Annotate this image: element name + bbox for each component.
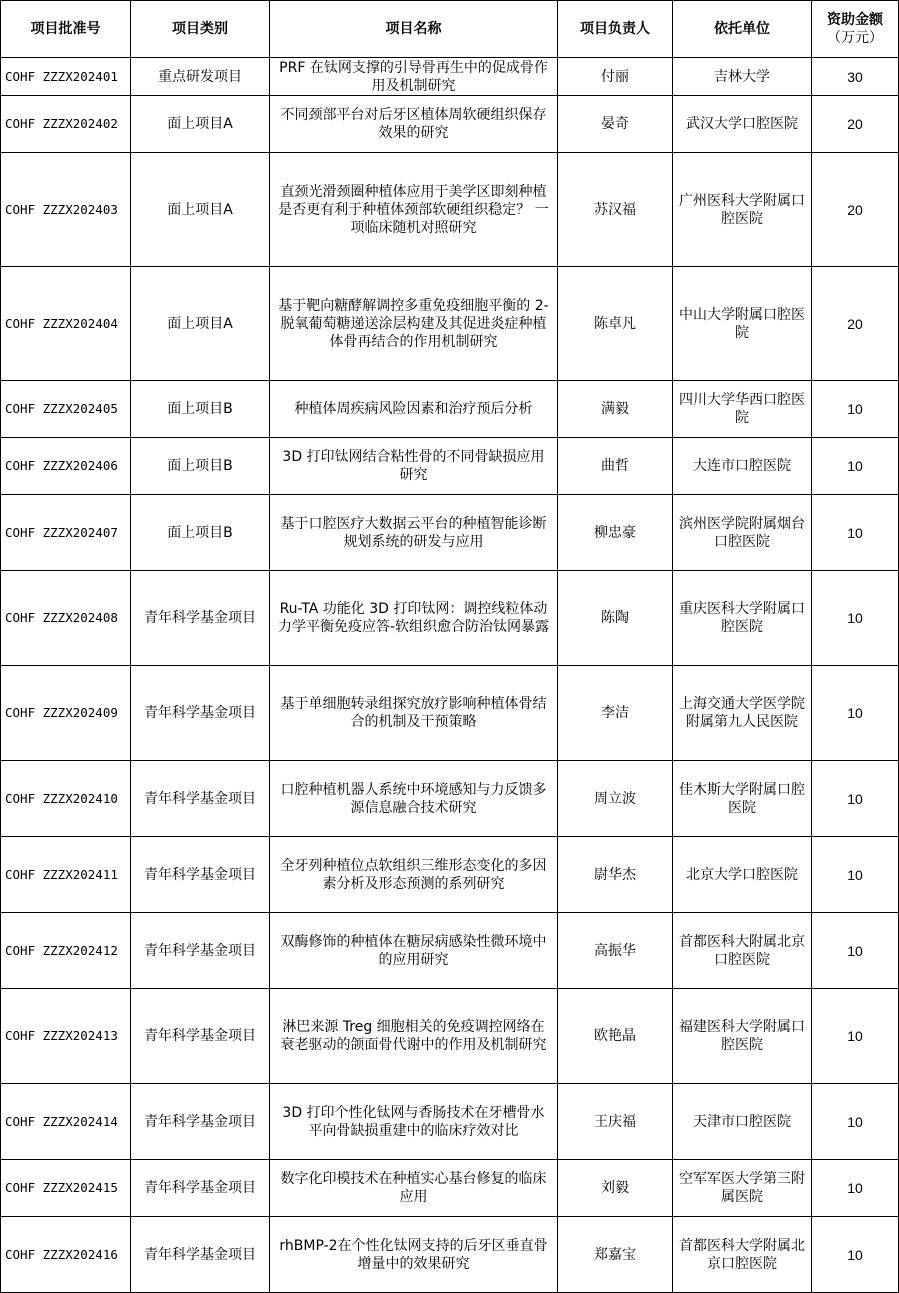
project-name-cell: 3D 打印个性化钛网与香肠技术在牙槽骨水平向骨缺损重建中的临床疗效对比 bbox=[270, 1084, 558, 1160]
category-cell: 面上项目B bbox=[131, 438, 270, 495]
amount-cell: 30 bbox=[812, 58, 899, 96]
unit-cell: 四川大学华西口腔医院 bbox=[673, 381, 812, 438]
table-row bbox=[1, 1217, 899, 1293]
amount-cell: 10 bbox=[812, 837, 899, 913]
unit-cell: 北京大学口腔医院 bbox=[673, 837, 812, 913]
table-row bbox=[1, 989, 899, 1084]
approval-no-cell: COHF ZZZX202413 bbox=[1, 989, 131, 1084]
leader-cell: 李洁 bbox=[558, 666, 673, 761]
category-cell: 面上项目A bbox=[131, 153, 270, 267]
leader-cell: 晏奇 bbox=[558, 96, 673, 153]
amount-cell: 10 bbox=[812, 381, 899, 438]
leader-cell: 苏汉福 bbox=[558, 153, 673, 267]
header-category: 项目类别 bbox=[131, 1, 270, 58]
category-cell: 面上项目B bbox=[131, 381, 270, 438]
table-row bbox=[1, 1160, 899, 1217]
approval-no-cell: COHF ZZZX202401 bbox=[1, 58, 131, 96]
amount-cell: 10 bbox=[812, 1217, 899, 1293]
amount-cell: 10 bbox=[812, 989, 899, 1084]
approval-no-cell: COHF ZZZX202414 bbox=[1, 1084, 131, 1160]
approval-no-cell: COHF ZZZX202409 bbox=[1, 666, 131, 761]
project-name-cell: Ru-TA 功能化 3D 打印钛网：调控线粒体动力学平衡免疫应答-软组织愈合防治钛网暴露 bbox=[270, 571, 558, 666]
amount-cell: 10 bbox=[812, 761, 899, 837]
unit-cell: 广州医科大学附属口腔医院 bbox=[673, 153, 812, 267]
unit-cell: 中山大学附属口腔医院 bbox=[673, 267, 812, 381]
table-row bbox=[1, 438, 899, 495]
table-row bbox=[1, 381, 899, 438]
leader-cell: 欧艳晶 bbox=[558, 989, 673, 1084]
category-cell: 青年科学基金项目 bbox=[131, 666, 270, 761]
project-name-cell: 口腔种植机器人系统中环境感知与力反馈多源信息融合技术研究 bbox=[270, 761, 558, 837]
leader-cell: 高振华 bbox=[558, 913, 673, 989]
table-header-row bbox=[1, 1, 899, 58]
approval-no-cell: COHF ZZZX202406 bbox=[1, 438, 131, 495]
approval-no-cell: COHF ZZZX202405 bbox=[1, 381, 131, 438]
approval-no-cell: COHF ZZZX202415 bbox=[1, 1160, 131, 1217]
approval-no-cell: COHF ZZZX202403 bbox=[1, 153, 131, 267]
header-amount-unit: （万元） bbox=[827, 30, 883, 46]
leader-cell: 柳忠豪 bbox=[558, 495, 673, 571]
amount-cell: 10 bbox=[812, 666, 899, 761]
unit-cell: 重庆医科大学附属口腔医院 bbox=[673, 571, 812, 666]
amount-cell: 10 bbox=[812, 495, 899, 571]
table-row bbox=[1, 837, 899, 913]
leader-cell: 尉华杰 bbox=[558, 837, 673, 913]
category-cell: 面上项目B bbox=[131, 495, 270, 571]
project-name-cell: 不同颈部平台对后牙区植体周软硬组织保存效果的研究 bbox=[270, 96, 558, 153]
leader-cell: 付丽 bbox=[558, 58, 673, 96]
project-name-cell: 3D 打印钛网结合粘性骨的不同骨缺损应用研究 bbox=[270, 438, 558, 495]
leader-cell: 周立波 bbox=[558, 761, 673, 837]
table-row bbox=[1, 571, 899, 666]
project-name-cell: 基于靶向糖酵解调控多重免疫细胞平衡的 2-脱氧葡萄糖递送涂层构建及其促进炎症种植体骨再结合的作用机制研究 bbox=[270, 267, 558, 381]
category-cell: 青年科学基金项目 bbox=[131, 989, 270, 1084]
project-name-cell: 全牙列种植位点软组织三维形态变化的多因素分析及形态预测的系列研究 bbox=[270, 837, 558, 913]
category-cell: 青年科学基金项目 bbox=[131, 913, 270, 989]
approval-no-cell: COHF ZZZX202412 bbox=[1, 913, 131, 989]
category-cell: 面上项目A bbox=[131, 96, 270, 153]
table-row bbox=[1, 153, 899, 267]
unit-cell: 空军军医大学第三附属医院 bbox=[673, 1160, 812, 1217]
project-name-cell: 淋巴来源 Treg 细胞相关的免疫调控网络在衰老驱动的颌面骨代谢中的作用及机制研究 bbox=[270, 989, 558, 1084]
project-name-cell: 基于单细胞转录组探究放疗影响种植体骨结合的机制及干预策略 bbox=[270, 666, 558, 761]
unit-cell: 首都医科大附属北京口腔医院 bbox=[673, 913, 812, 989]
unit-cell: 上海交通大学医学院附属第九人民医院 bbox=[673, 666, 812, 761]
category-cell: 青年科学基金项目 bbox=[131, 1084, 270, 1160]
header-unit: 依托单位 bbox=[673, 1, 812, 58]
category-cell: 青年科学基金项目 bbox=[131, 1160, 270, 1217]
unit-cell: 天津市口腔医院 bbox=[673, 1084, 812, 1160]
approval-no-cell: COHF ZZZX202402 bbox=[1, 96, 131, 153]
approval-no-cell: COHF ZZZX202411 bbox=[1, 837, 131, 913]
approval-no-cell: COHF ZZZX202404 bbox=[1, 267, 131, 381]
category-cell: 青年科学基金项目 bbox=[131, 761, 270, 837]
project-name-cell: 直颈光滑颈圈种植体应用于美学区即刻种植是否更有利于种植体颈部软硬组织稳定？ 一项临床随机对照研究 bbox=[270, 153, 558, 267]
table-row bbox=[1, 1084, 899, 1160]
header-leader: 项目负责人 bbox=[558, 1, 673, 58]
leader-cell: 满毅 bbox=[558, 381, 673, 438]
table-row bbox=[1, 761, 899, 837]
unit-cell: 武汉大学口腔医院 bbox=[673, 96, 812, 153]
unit-cell: 佳木斯大学附属口腔医院 bbox=[673, 761, 812, 837]
table-row bbox=[1, 666, 899, 761]
amount-cell: 20 bbox=[812, 267, 899, 381]
amount-cell: 10 bbox=[812, 913, 899, 989]
approval-no-cell: COHF ZZZX202407 bbox=[1, 495, 131, 571]
approval-no-cell: COHF ZZZX202416 bbox=[1, 1217, 131, 1293]
amount-cell: 10 bbox=[812, 1160, 899, 1217]
category-cell: 青年科学基金项目 bbox=[131, 571, 270, 666]
category-cell: 面上项目A bbox=[131, 267, 270, 381]
unit-cell: 大连市口腔医院 bbox=[673, 438, 812, 495]
category-cell: 青年科学基金项目 bbox=[131, 837, 270, 913]
header-amount bbox=[812, 1, 899, 58]
amount-cell: 20 bbox=[812, 96, 899, 153]
unit-cell: 首都医科大学附属北京口腔医院 bbox=[673, 1217, 812, 1293]
header-project-name: 项目名称 bbox=[270, 1, 558, 58]
project-name-cell: rhBMP-2在个性化钛网支持的后牙区垂直骨增量中的效果研究 bbox=[270, 1217, 558, 1293]
leader-cell: 刘毅 bbox=[558, 1160, 673, 1217]
category-cell: 重点研发项目 bbox=[131, 58, 270, 96]
amount-cell: 20 bbox=[812, 153, 899, 267]
amount-cell: 10 bbox=[812, 1084, 899, 1160]
header-approval-no: 项目批准号 bbox=[1, 1, 131, 58]
header-amount-label: 资助金额 bbox=[827, 12, 883, 28]
project-name-cell: 双酶修饰的种植体在糖尿病感染性微环境中的应用研究 bbox=[270, 913, 558, 989]
table-row bbox=[1, 267, 899, 381]
amount-cell: 10 bbox=[812, 438, 899, 495]
project-name-cell: 数字化印模技术在种植实心基台修复的临床应用 bbox=[270, 1160, 558, 1217]
project-name-cell: 种植体周疾病风险因素和治疗预后分析 bbox=[270, 381, 558, 438]
unit-cell: 滨州医学院附属烟台口腔医院 bbox=[673, 495, 812, 571]
project-name-cell: PRF 在钛网支撑的引导骨再生中的促成骨作用及机制研究 bbox=[270, 58, 558, 96]
table-body bbox=[1, 58, 899, 1293]
approval-no-cell: COHF ZZZX202408 bbox=[1, 571, 131, 666]
table-row bbox=[1, 913, 899, 989]
category-cell: 青年科学基金项目 bbox=[131, 1217, 270, 1293]
leader-cell: 陈陶 bbox=[558, 571, 673, 666]
leader-cell: 曲哲 bbox=[558, 438, 673, 495]
unit-cell: 吉林大学 bbox=[673, 58, 812, 96]
approval-no-cell: COHF ZZZX202410 bbox=[1, 761, 131, 837]
unit-cell: 福建医科大学附属口腔医院 bbox=[673, 989, 812, 1084]
table-row bbox=[1, 58, 899, 96]
leader-cell: 郑嘉宝 bbox=[558, 1217, 673, 1293]
leader-cell: 陈卓凡 bbox=[558, 267, 673, 381]
table-row bbox=[1, 96, 899, 153]
table-row bbox=[1, 495, 899, 571]
leader-cell: 王庆福 bbox=[558, 1084, 673, 1160]
amount-cell: 10 bbox=[812, 571, 899, 666]
project-name-cell: 基于口腔医疗大数据云平台的种植智能诊断规划系统的研发与应用 bbox=[270, 495, 558, 571]
